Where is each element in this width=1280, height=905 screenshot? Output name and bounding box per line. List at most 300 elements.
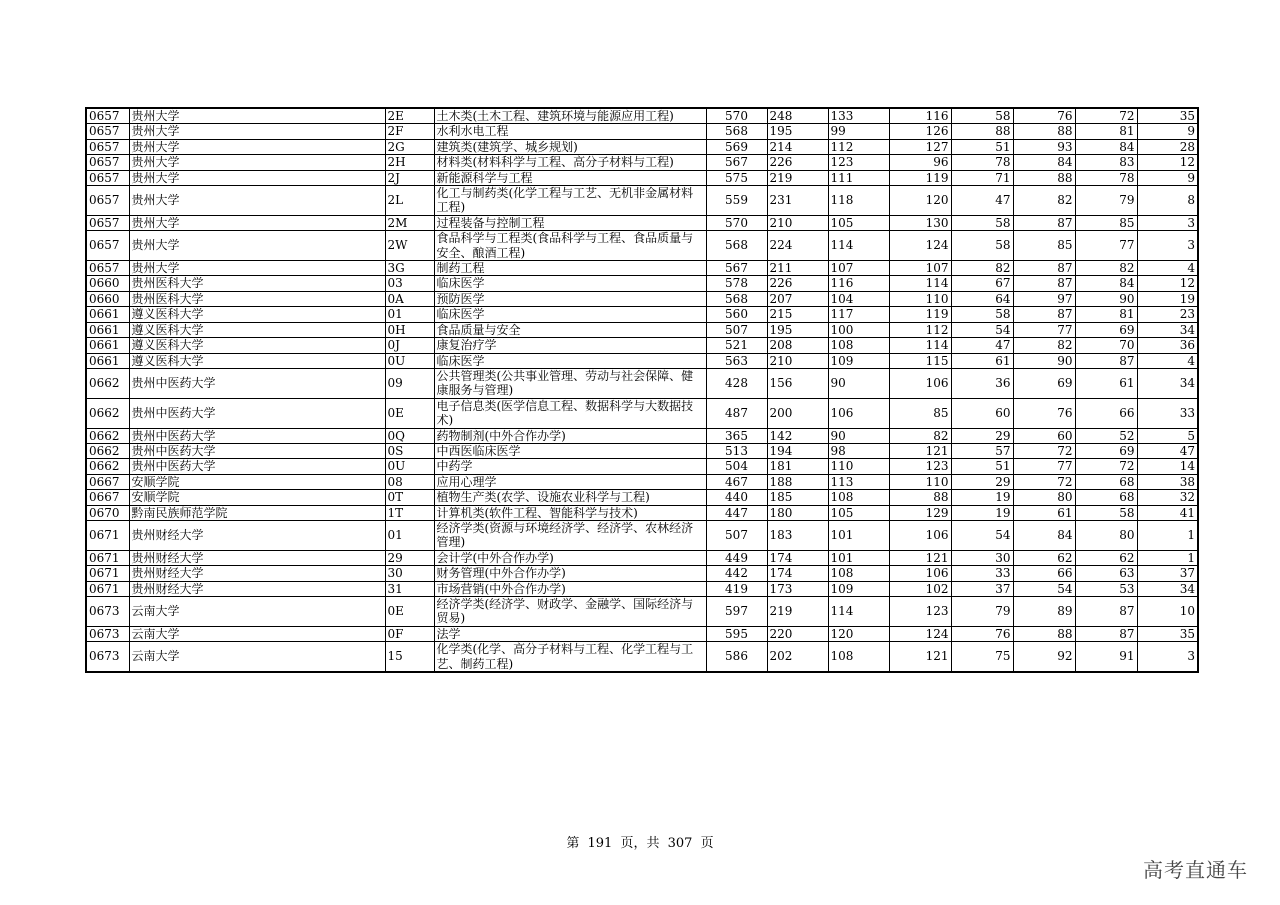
score-6-cell: 69 [1075, 443, 1137, 458]
total-score-cell: 440 [706, 490, 767, 505]
major-name-cell: 经济学类(经济学、财政学、金融学、国际经济与贸易) [434, 597, 706, 627]
score-3-cell: 126 [889, 124, 951, 139]
total-score-cell: 568 [706, 291, 767, 306]
score-3-cell: 106 [889, 566, 951, 581]
group-code-cell: 0F [385, 626, 434, 641]
score-7-cell: 3 [1137, 231, 1198, 261]
score-5-cell: 77 [1013, 322, 1075, 337]
score-2-cell: 108 [828, 490, 889, 505]
score-2-cell: 111 [828, 170, 889, 185]
score-1-cell: 195 [767, 124, 828, 139]
score-3-cell: 88 [889, 490, 951, 505]
table-row [86, 597, 1198, 627]
school-code-cell: 0657 [86, 108, 129, 124]
score-5-cell: 80 [1013, 490, 1075, 505]
school-name-cell: 贵州中医药大学 [129, 368, 385, 398]
score-7-cell: 8 [1137, 186, 1198, 216]
score-6-cell: 90 [1075, 291, 1137, 306]
score-3-cell: 102 [889, 581, 951, 596]
group-code-cell: 01 [385, 307, 434, 322]
total-score-cell: 467 [706, 474, 767, 489]
score-4-cell: 37 [951, 581, 1013, 596]
school-code-cell: 0657 [86, 139, 129, 154]
table-row [86, 139, 1198, 154]
score-1-cell: 194 [767, 443, 828, 458]
group-code-cell: 0U [385, 353, 434, 368]
score-3-cell: 112 [889, 322, 951, 337]
school-code-cell: 0657 [86, 170, 129, 185]
score-1-cell: 226 [767, 276, 828, 291]
score-5-cell: 87 [1013, 276, 1075, 291]
score-3-cell: 124 [889, 231, 951, 261]
group-code-cell: 2H [385, 155, 434, 170]
table-row [86, 108, 1198, 124]
score-5-cell: 85 [1013, 231, 1075, 261]
school-code-cell: 0662 [86, 368, 129, 398]
group-code-cell: 2F [385, 124, 434, 139]
total-score-cell: 442 [706, 566, 767, 581]
school-name-cell: 云南大学 [129, 642, 385, 672]
score-2-cell: 109 [828, 581, 889, 596]
school-name-cell: 贵州大学 [129, 261, 385, 276]
score-6-cell: 66 [1075, 398, 1137, 428]
score-5-cell: 82 [1013, 338, 1075, 353]
major-name-cell: 药物制剂(中外合作办学) [434, 428, 706, 443]
score-2-cell: 114 [828, 231, 889, 261]
score-5-cell: 62 [1013, 550, 1075, 565]
score-2-cell: 123 [828, 155, 889, 170]
score-1-cell: 181 [767, 459, 828, 474]
table-row [86, 338, 1198, 353]
school-name-cell: 遵义医科大学 [129, 322, 385, 337]
total-score-cell: 570 [706, 108, 767, 124]
table-row [86, 186, 1198, 216]
score-5-cell: 72 [1013, 443, 1075, 458]
score-6-cell: 62 [1075, 550, 1137, 565]
score-1-cell: 185 [767, 490, 828, 505]
table-row [86, 368, 1198, 398]
school-code-cell: 0671 [86, 566, 129, 581]
group-code-cell: 0A [385, 291, 434, 306]
score-1-cell: 188 [767, 474, 828, 489]
score-6-cell: 87 [1075, 597, 1137, 627]
score-2-cell: 110 [828, 459, 889, 474]
score-5-cell: 88 [1013, 626, 1075, 641]
score-7-cell: 37 [1137, 566, 1198, 581]
table-row [86, 215, 1198, 230]
score-5-cell: 66 [1013, 566, 1075, 581]
group-code-cell: 2M [385, 215, 434, 230]
group-code-cell: 30 [385, 566, 434, 581]
school-code-cell: 0667 [86, 490, 129, 505]
score-4-cell: 57 [951, 443, 1013, 458]
score-4-cell: 61 [951, 353, 1013, 368]
major-name-cell: 公共管理类(公共事业管理、劳动与社会保障、健康服务与管理) [434, 368, 706, 398]
total-score-cell: 563 [706, 353, 767, 368]
score-7-cell: 3 [1137, 642, 1198, 672]
school-code-cell: 0671 [86, 520, 129, 550]
school-code-cell: 0657 [86, 124, 129, 139]
footer-suffix: 页 [700, 836, 714, 851]
score-1-cell: 207 [767, 291, 828, 306]
total-score-cell: 597 [706, 597, 767, 627]
score-5-cell: 69 [1013, 368, 1075, 398]
score-7-cell: 4 [1137, 261, 1198, 276]
school-code-cell: 0661 [86, 322, 129, 337]
score-7-cell: 12 [1137, 276, 1198, 291]
group-code-cell: 2W [385, 231, 434, 261]
watermark-text: 高考直通车 [1143, 858, 1248, 882]
school-code-cell: 0657 [86, 215, 129, 230]
school-code-cell: 0661 [86, 307, 129, 322]
score-4-cell: 30 [951, 550, 1013, 565]
group-code-cell: 08 [385, 474, 434, 489]
score-5-cell: 87 [1013, 261, 1075, 276]
score-6-cell: 61 [1075, 368, 1137, 398]
score-5-cell: 76 [1013, 108, 1075, 124]
total-score-cell: 449 [706, 550, 767, 565]
school-name-cell: 贵州大学 [129, 139, 385, 154]
total-score-cell: 569 [706, 139, 767, 154]
score-6-cell: 52 [1075, 428, 1137, 443]
score-7-cell: 28 [1137, 139, 1198, 154]
score-5-cell: 61 [1013, 505, 1075, 520]
major-name-cell: 临床医学 [434, 353, 706, 368]
major-name-cell: 材料类(材料科学与工程、高分子材料与工程) [434, 155, 706, 170]
major-name-cell: 应用心理学 [434, 474, 706, 489]
major-name-cell: 预防医学 [434, 291, 706, 306]
score-4-cell: 78 [951, 155, 1013, 170]
score-2-cell: 118 [828, 186, 889, 216]
school-name-cell: 贵州中医药大学 [129, 443, 385, 458]
table-row [86, 474, 1198, 489]
score-4-cell: 47 [951, 186, 1013, 216]
score-5-cell: 93 [1013, 139, 1075, 154]
score-2-cell: 106 [828, 398, 889, 428]
score-5-cell: 89 [1013, 597, 1075, 627]
score-6-cell: 68 [1075, 474, 1137, 489]
table-row [86, 353, 1198, 368]
school-name-cell: 贵州大学 [129, 124, 385, 139]
school-code-cell: 0667 [86, 474, 129, 489]
score-4-cell: 47 [951, 338, 1013, 353]
group-code-cell: 2L [385, 186, 434, 216]
school-code-cell: 0662 [86, 459, 129, 474]
table-row [86, 322, 1198, 337]
major-name-cell: 中药学 [434, 459, 706, 474]
total-score-cell: 578 [706, 276, 767, 291]
score-6-cell: 82 [1075, 261, 1137, 276]
score-2-cell: 98 [828, 443, 889, 458]
major-name-cell: 建筑类(建筑学、城乡规划) [434, 139, 706, 154]
major-name-cell: 经济学类(资源与环境经济学、经济学、农林经济管理) [434, 520, 706, 550]
score-5-cell: 77 [1013, 459, 1075, 474]
school-name-cell: 贵州财经大学 [129, 566, 385, 581]
score-6-cell: 83 [1075, 155, 1137, 170]
group-code-cell: 0E [385, 398, 434, 428]
score-7-cell: 34 [1137, 322, 1198, 337]
group-code-cell: 0Q [385, 428, 434, 443]
score-1-cell: 214 [767, 139, 828, 154]
total-score-cell: 504 [706, 459, 767, 474]
school-name-cell: 云南大学 [129, 626, 385, 641]
score-6-cell: 68 [1075, 490, 1137, 505]
group-code-cell: 15 [385, 642, 434, 672]
major-name-cell: 过程装备与控制工程 [434, 215, 706, 230]
total-score-cell: 568 [706, 231, 767, 261]
score-3-cell: 121 [889, 550, 951, 565]
school-code-cell: 0671 [86, 550, 129, 565]
score-7-cell: 9 [1137, 170, 1198, 185]
score-2-cell: 108 [828, 338, 889, 353]
group-code-cell: 01 [385, 520, 434, 550]
group-code-cell: 0H [385, 322, 434, 337]
table-row [86, 261, 1198, 276]
score-1-cell: 183 [767, 520, 828, 550]
score-2-cell: 104 [828, 291, 889, 306]
total-score-cell: 365 [706, 428, 767, 443]
score-1-cell: 200 [767, 398, 828, 428]
score-3-cell: 127 [889, 139, 951, 154]
score-7-cell: 1 [1137, 550, 1198, 565]
table-row [86, 581, 1198, 596]
total-score-cell: 428 [706, 368, 767, 398]
score-2-cell: 90 [828, 368, 889, 398]
score-3-cell: 110 [889, 291, 951, 306]
score-2-cell: 117 [828, 307, 889, 322]
score-3-cell: 119 [889, 170, 951, 185]
group-code-cell: 31 [385, 581, 434, 596]
score-6-cell: 63 [1075, 566, 1137, 581]
total-score-cell: 559 [706, 186, 767, 216]
major-name-cell: 电子信息类(医学信息工程、数据科学与大数据技术) [434, 398, 706, 428]
school-code-cell: 0660 [86, 291, 129, 306]
group-code-cell: 29 [385, 550, 434, 565]
major-name-cell: 制药工程 [434, 261, 706, 276]
score-6-cell: 91 [1075, 642, 1137, 672]
school-code-cell: 0660 [86, 276, 129, 291]
score-6-cell: 87 [1075, 353, 1137, 368]
score-4-cell: 58 [951, 231, 1013, 261]
score-5-cell: 92 [1013, 642, 1075, 672]
school-name-cell: 遵义医科大学 [129, 307, 385, 322]
score-2-cell: 100 [828, 322, 889, 337]
score-4-cell: 58 [951, 307, 1013, 322]
score-2-cell: 108 [828, 566, 889, 581]
score-3-cell: 107 [889, 261, 951, 276]
score-6-cell: 84 [1075, 139, 1137, 154]
total-score-cell: 521 [706, 338, 767, 353]
school-name-cell: 安顺学院 [129, 490, 385, 505]
score-4-cell: 82 [951, 261, 1013, 276]
table-row [86, 459, 1198, 474]
score-1-cell: 226 [767, 155, 828, 170]
score-1-cell: 248 [767, 108, 828, 124]
score-7-cell: 14 [1137, 459, 1198, 474]
score-table [85, 107, 1199, 673]
major-name-cell: 法学 [434, 626, 706, 641]
score-4-cell: 58 [951, 215, 1013, 230]
score-4-cell: 60 [951, 398, 1013, 428]
total-score-cell: 567 [706, 155, 767, 170]
group-code-cell: 0T [385, 490, 434, 505]
score-3-cell: 129 [889, 505, 951, 520]
table-row [86, 443, 1198, 458]
school-code-cell: 0673 [86, 642, 129, 672]
school-name-cell: 贵州医科大学 [129, 276, 385, 291]
score-6-cell: 72 [1075, 108, 1137, 124]
major-name-cell: 市场营销(中外合作办学) [434, 581, 706, 596]
total-score-cell: 575 [706, 170, 767, 185]
group-code-cell: 2E [385, 108, 434, 124]
score-5-cell: 72 [1013, 474, 1075, 489]
score-1-cell: 215 [767, 307, 828, 322]
score-5-cell: 76 [1013, 398, 1075, 428]
score-5-cell: 84 [1013, 520, 1075, 550]
score-2-cell: 107 [828, 261, 889, 276]
score-4-cell: 33 [951, 566, 1013, 581]
score-1-cell: 210 [767, 215, 828, 230]
current-page-number: 191 [587, 836, 613, 851]
table-row [86, 505, 1198, 520]
total-score-cell: 560 [706, 307, 767, 322]
school-name-cell: 贵州财经大学 [129, 581, 385, 596]
major-name-cell: 中西医临床医学 [434, 443, 706, 458]
score-6-cell: 79 [1075, 186, 1137, 216]
score-3-cell: 120 [889, 186, 951, 216]
score-3-cell: 121 [889, 642, 951, 672]
score-7-cell: 10 [1137, 597, 1198, 627]
score-3-cell: 116 [889, 108, 951, 124]
score-3-cell: 123 [889, 459, 951, 474]
score-6-cell: 84 [1075, 276, 1137, 291]
group-code-cell: 03 [385, 276, 434, 291]
score-7-cell: 34 [1137, 581, 1198, 596]
score-6-cell: 70 [1075, 338, 1137, 353]
score-1-cell: 195 [767, 322, 828, 337]
score-4-cell: 88 [951, 124, 1013, 139]
score-4-cell: 51 [951, 459, 1013, 474]
score-6-cell: 85 [1075, 215, 1137, 230]
score-6-cell: 69 [1075, 322, 1137, 337]
major-name-cell: 新能源科学与工程 [434, 170, 706, 185]
school-name-cell: 云南大学 [129, 597, 385, 627]
score-4-cell: 29 [951, 428, 1013, 443]
score-3-cell: 115 [889, 353, 951, 368]
score-6-cell: 80 [1075, 520, 1137, 550]
school-name-cell: 贵州大学 [129, 231, 385, 261]
footer-mid: 页，共 [620, 836, 660, 851]
score-2-cell: 114 [828, 597, 889, 627]
page-footer [0, 832, 1280, 851]
score-2-cell: 99 [828, 124, 889, 139]
score-7-cell: 47 [1137, 443, 1198, 458]
major-name-cell: 食品科学与工程类(食品科学与工程、食品质量与安全、酿酒工程) [434, 231, 706, 261]
total-score-cell: 507 [706, 520, 767, 550]
score-1-cell: 208 [767, 338, 828, 353]
school-code-cell: 0673 [86, 626, 129, 641]
score-2-cell: 113 [828, 474, 889, 489]
major-name-cell: 临床医学 [434, 307, 706, 322]
school-name-cell: 贵州财经大学 [129, 520, 385, 550]
score-6-cell: 58 [1075, 505, 1137, 520]
score-3-cell: 85 [889, 398, 951, 428]
major-name-cell: 财务管理(中外合作办学) [434, 566, 706, 581]
score-3-cell: 121 [889, 443, 951, 458]
score-2-cell: 101 [828, 550, 889, 565]
table-row [86, 231, 1198, 261]
score-1-cell: 231 [767, 186, 828, 216]
school-name-cell: 贵州医科大学 [129, 291, 385, 306]
score-4-cell: 51 [951, 139, 1013, 154]
score-3-cell: 119 [889, 307, 951, 322]
score-7-cell: 12 [1137, 155, 1198, 170]
score-2-cell: 105 [828, 215, 889, 230]
major-name-cell: 化学类(化学、高分子材料与工程、化学工程与工艺、制药工程) [434, 642, 706, 672]
score-5-cell: 87 [1013, 215, 1075, 230]
score-3-cell: 130 [889, 215, 951, 230]
school-code-cell: 0657 [86, 231, 129, 261]
score-4-cell: 71 [951, 170, 1013, 185]
group-code-cell: 3G [385, 261, 434, 276]
school-code-cell: 0662 [86, 428, 129, 443]
score-2-cell: 112 [828, 139, 889, 154]
score-1-cell: 173 [767, 581, 828, 596]
table-row [86, 550, 1198, 565]
score-4-cell: 76 [951, 626, 1013, 641]
score-5-cell: 54 [1013, 581, 1075, 596]
score-2-cell: 90 [828, 428, 889, 443]
score-6-cell: 87 [1075, 626, 1137, 641]
group-code-cell: 09 [385, 368, 434, 398]
major-name-cell: 化工与制药类(化学工程与工艺、无机非金属材料工程) [434, 186, 706, 216]
score-3-cell: 123 [889, 597, 951, 627]
score-7-cell: 32 [1137, 490, 1198, 505]
score-6-cell: 72 [1075, 459, 1137, 474]
total-score-cell: 586 [706, 642, 767, 672]
table-row [86, 490, 1198, 505]
table-row [86, 124, 1198, 139]
score-7-cell: 35 [1137, 108, 1198, 124]
table-row [86, 155, 1198, 170]
score-1-cell: 202 [767, 642, 828, 672]
school-code-cell: 0662 [86, 398, 129, 428]
score-6-cell: 77 [1075, 231, 1137, 261]
major-name-cell: 植物生产类(农学、设施农业科学与工程) [434, 490, 706, 505]
table-row [86, 398, 1198, 428]
group-code-cell: 0E [385, 597, 434, 627]
score-1-cell: 156 [767, 368, 828, 398]
score-6-cell: 53 [1075, 581, 1137, 596]
school-code-cell: 0662 [86, 443, 129, 458]
score-4-cell: 29 [951, 474, 1013, 489]
score-7-cell: 36 [1137, 338, 1198, 353]
major-name-cell: 土木类(土木工程、建筑环境与能源应用工程) [434, 108, 706, 124]
score-3-cell: 96 [889, 155, 951, 170]
school-name-cell: 安顺学院 [129, 474, 385, 489]
score-1-cell: 180 [767, 505, 828, 520]
score-2-cell: 120 [828, 626, 889, 641]
score-6-cell: 78 [1075, 170, 1137, 185]
score-5-cell: 97 [1013, 291, 1075, 306]
table-row [86, 291, 1198, 306]
total-score-cell: 487 [706, 398, 767, 428]
score-6-cell: 81 [1075, 124, 1137, 139]
total-score-cell: 568 [706, 124, 767, 139]
group-code-cell: 1T [385, 505, 434, 520]
score-5-cell: 88 [1013, 124, 1075, 139]
school-code-cell: 0673 [86, 597, 129, 627]
